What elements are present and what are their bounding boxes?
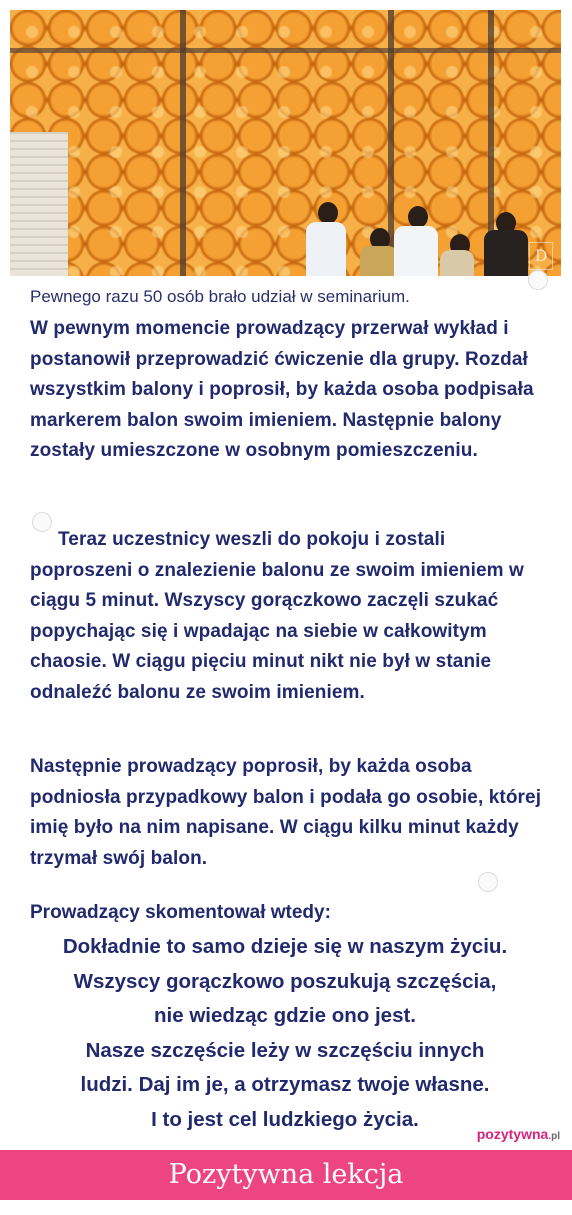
pallet-stack (10, 132, 68, 276)
balloons-photo (10, 10, 561, 276)
conclusion-text (20, 930, 550, 1137)
logo-tld: .pl (548, 1131, 560, 1142)
window-beam (10, 48, 561, 53)
intro-line: Pewnego razu 50 osób brało udział w seminarium. (30, 287, 410, 306)
conclusion-heading: Prowadzący skomentował wtedy: (30, 902, 331, 923)
window-pillar (180, 10, 186, 276)
logo-name: pozytywna (476, 1126, 549, 1142)
paragraph-1: W pewnym momencie prowadzący przerwał wykład i postanowił przeprowadzić ćwiczenie dla grupy. Rozdał wszystkim balony i poprosił, by każda osoba podpisała markerem balon swoim imieniem. Następnie balony zostały umieszczone w osobnym pomieszczeniu. (30, 318, 534, 461)
conclusion-line: Wszyscy gorączkowo poszukują szczęścia, (73, 969, 497, 993)
conclusion-line: Nasze szczęście leży w szczęściu innych (85, 1038, 485, 1062)
footer-title: Pozytywna lekcja (168, 1159, 404, 1190)
paragraph-2: Teraz uczestnicy weszli do pokoju i zostali poproszeni o znalezienie balonu ze swoim imieniem w ciągu 5 minut. Wszyscy gorączkowo zaczęli szukać popychając się i wpadając na siebie w całkowitym chaosie. W ciągu pięciu minut nikt nie był w stanie odnaleźć balonu ze swoim imieniem. (30, 529, 524, 703)
paragraph-3: Następnie prowadzący poprosił, by każda osoba podniosła przypadkowy balon i podała go osobie, której imię było na nim napisane. W ciągu kilku minut każdy trzymał swój balon. (30, 756, 542, 869)
conclusion-line: Dokładnie to samo dzieje się w naszym życiu. (62, 935, 508, 958)
conclusion-line: nie wiedząc gdzie ono jest. (154, 1004, 416, 1027)
people-group (300, 200, 540, 276)
conclusion-line: I to jest cel ludzkiego życia. (151, 1107, 419, 1131)
decorative-circle (528, 270, 548, 290)
pozytywna-logo[interactable] (477, 1126, 560, 1142)
watermark-d: D (529, 242, 553, 270)
footer-banner (0, 1150, 572, 1200)
decorative-circle (478, 872, 498, 892)
conclusion-line: ludzi. Daj im je, a otrzymasz twoje własne. (80, 1073, 490, 1096)
